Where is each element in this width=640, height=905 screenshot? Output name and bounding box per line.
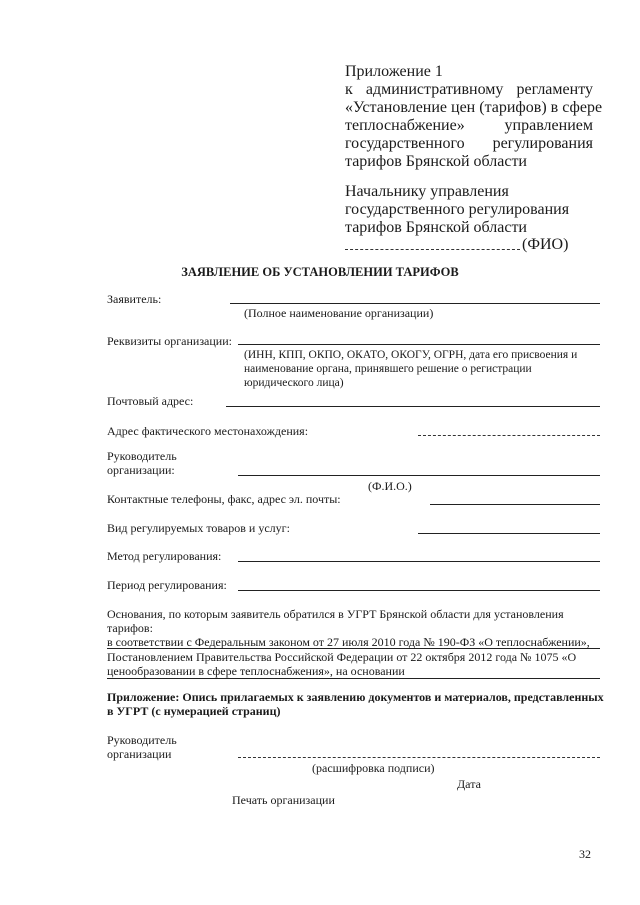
method-line[interactable]	[238, 561, 600, 562]
applicant-label: Заявитель:	[107, 292, 162, 306]
requisites-hint-3: юридического лица)	[244, 377, 344, 389]
period-label: Период регулирования:	[107, 578, 227, 592]
regulation-line-4	[345, 134, 593, 154]
addressee-line-3: тарифов Брянской области	[345, 219, 527, 236]
period-line[interactable]	[238, 590, 600, 591]
postal-line[interactable]	[226, 406, 600, 407]
goods-label: Вид регулируемых товаров и услуг:	[107, 521, 290, 535]
head-label-1: Руководитель	[107, 449, 177, 463]
word: государственного	[345, 135, 465, 152]
signature-head-2: организации	[107, 747, 172, 761]
requisites-line[interactable]	[238, 344, 600, 345]
grounds-line-1: Основания, по которым заявитель обратился в УГРТ Брянской области для установления	[107, 607, 564, 621]
signature-decode: (расшифровка подписи)	[312, 761, 435, 775]
head-label-2: организации:	[107, 463, 175, 477]
attachment-line-2: в УГРТ (с нумерацией страниц)	[107, 704, 281, 718]
head-hint: (Ф.И.О.)	[368, 479, 412, 493]
stamp-label: Печать организации	[232, 793, 335, 807]
goods-line[interactable]	[418, 533, 600, 534]
page-number: 32	[579, 847, 591, 861]
fio-line	[345, 249, 520, 250]
grounds-line-4: Постановлением Правительства Российской Федерации от 22 октября 2012 года № 1075 «О	[107, 650, 577, 664]
signature-line[interactable]	[238, 757, 600, 758]
regulation-line-5: тарифов Брянской области	[345, 153, 527, 170]
word: регламенту	[516, 81, 593, 98]
grounds-line-2: тарифов:	[107, 621, 153, 635]
requisites-hint-2: наименование органа, принявшего решение о регистрации	[244, 363, 532, 375]
appendix-title: Приложение 1	[345, 63, 443, 80]
actual-address-line[interactable]	[418, 435, 600, 436]
word: управлением	[504, 117, 593, 134]
addressee-line-1: Начальнику управления	[345, 183, 509, 200]
requisites-label: Реквизиты организации:	[107, 334, 232, 348]
word: теплоснабжение»	[345, 117, 465, 134]
actual-address-label: Адрес фактического местонахождения:	[107, 424, 309, 438]
word: административному	[365, 81, 504, 98]
applicant-line[interactable]	[230, 303, 600, 304]
head-line[interactable]	[238, 475, 600, 476]
grounds-underline-2	[107, 678, 600, 679]
regulation-line-3	[345, 116, 593, 136]
grounds-line-3: в соответствии с Федеральным законом от 27 июля 2010 года № 190-ФЗ «О теплоснабжении»,	[107, 635, 590, 649]
date-label: Дата	[457, 777, 481, 791]
grounds-underline-1	[107, 648, 600, 649]
method-label: Метод регулирования:	[107, 549, 222, 563]
contacts-line[interactable]	[430, 504, 600, 505]
grounds-line-5: ценообразовании в сфере теплоснабжения», на основании	[107, 664, 405, 678]
applicant-hint: (Полное наименование организации)	[244, 306, 434, 320]
word: регулирования	[492, 135, 593, 152]
requisites-hint-1: (ИНН, КПП, ОКПО, ОКАТО, ОКОГУ, ОГРН, дата его присвоения и	[244, 349, 578, 361]
postal-label: Почтовый адрес:	[107, 394, 194, 408]
contacts-label: Контактные телефоны, факс, адрес эл. почты:	[107, 492, 341, 506]
signature-head-1: Руководитель	[107, 733, 177, 747]
attachment-line-1: Приложение: Опись прилагаемых к заявлению документов и материалов, представленных	[107, 690, 604, 704]
regulation-line-2: «Установление цен (тарифов) в сфере	[345, 99, 603, 116]
addressee-line-2: государственного регулирования	[345, 201, 570, 218]
fio-label: (ФИО)	[522, 236, 569, 253]
document-title: ЗАЯВЛЕНИЕ ОБ УСТАНОВЛЕНИИ ТАРИФОВ	[181, 265, 459, 279]
word: к	[345, 81, 353, 98]
regulation-line-1	[345, 80, 593, 100]
